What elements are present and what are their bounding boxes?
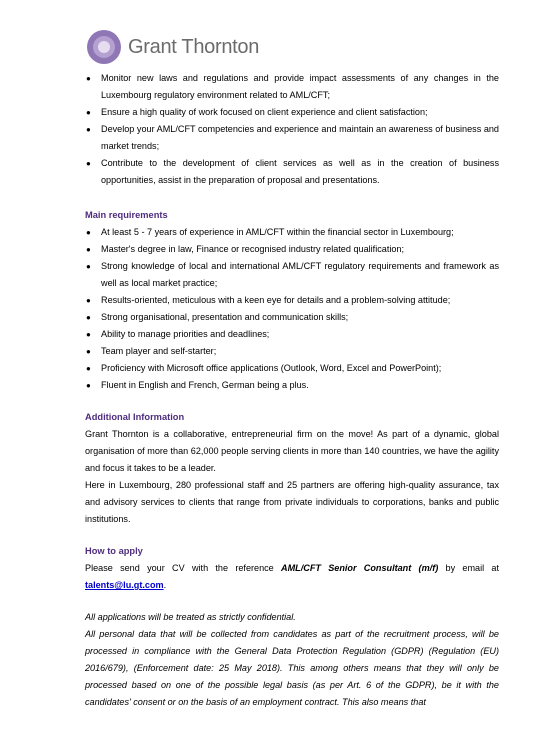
logo-wordmark: Grant Thornton [128, 35, 260, 58]
logo [86, 29, 259, 65]
bullet-icon: ● [86, 108, 91, 117]
bullet-icon: ● [86, 330, 91, 339]
gdpr-paragraph: All personal data that will be collected from candidates as part of the recruitment process, will be processed in compliance with the General Data Protection Regulation (GDPR) (Regulation (EU) 2016/679), (Enforcement date: 25 May 2018). This among others means that they will only be processed based on one of the possible legal basis (as per Art. 6 of the GDPR), be it with the candidates' consent or on the basis of an employment contract. This also means that [85, 629, 499, 707]
list-item: ● Proficiency with Microsoft office applications (Outlook, Word, Excel and PowerPoint); [85, 360, 499, 377]
bullet-icon: ● [86, 159, 91, 168]
how-to-apply-heading: How to apply [85, 546, 143, 556]
list-item: ● Fluent in English and French, German being a plus. [85, 377, 499, 394]
list-item: ● Develop your AML/CFT competencies and experience and maintain an awareness of business and market trends; [85, 121, 499, 155]
bullet-icon: ● [86, 245, 91, 254]
additional-information-heading: Additional Information [85, 412, 185, 422]
additional-information-paragraph: Here in Luxembourg, 280 professional staff and 25 partners are offering high-quality assurance, tax and advisory services to clients that range from private individuals to corporations, banks and public institutions. [85, 480, 499, 524]
list-item: ● Strong organisational, presentation and communication skills; [85, 309, 499, 326]
document-body [85, 70, 499, 711]
bullet-icon: ● [86, 125, 91, 134]
bullet-icon: ● [86, 347, 91, 356]
job-reference: AML/CFT Senior Consultant (m/f) [281, 563, 439, 573]
list-item: ● Contribute to the development of client services as well as in the creation of business opportunities, assist in the preparation of proposal and presentations. [85, 155, 499, 189]
bullet-icon: ● [86, 364, 91, 373]
email-link[interactable]: talents@lu.gt.com [85, 580, 164, 590]
bullet-icon: ● [86, 228, 91, 237]
main-requirements-heading: Main requirements [85, 210, 168, 220]
how-to-apply-text: Please send your CV with the reference AML/CFT Senior Consultant (m/f) by email at talents@lu.gt.com. [85, 563, 500, 590]
list-item: ● Results-oriented, meticulous with a keen eye for details and a problem-solving attitude; [85, 292, 499, 309]
list-item: ● At least 5 - 7 years of experience in AML/CFT within the financial sector in Luxembourg; [85, 224, 499, 241]
bullet-icon: ● [86, 74, 91, 83]
responsibilities-list [85, 70, 499, 189]
requirements-list [85, 224, 499, 394]
list-item: ● Master's degree in law, Finance or recognised industry related qualification; [85, 241, 499, 258]
bullet-icon: ● [86, 313, 91, 322]
list-item: ● Monitor new laws and regulations and provide impact assessments of any changes in the Luxembourg regulatory environment related to AML/CFT; [85, 70, 499, 104]
list-item: ● Ability to manage priorities and deadlines; [85, 326, 499, 343]
bullet-icon: ● [86, 262, 91, 271]
list-item: ● Strong knowledge of local and international AML/CFT regulatory requirements and framework as well as local market practice; [85, 258, 499, 292]
bullet-icon: ● [86, 296, 91, 305]
confidentiality-note: All applications will be treated as strictly confidential. [85, 612, 296, 622]
additional-information-paragraph: Grant Thornton is a collaborative, entrepreneurial firm on the move! As part of a dynamic, global organisation of more than 62,000 people serving clients in more than 140 countries, we have the agility and focus it takes to be a leader. [85, 429, 499, 473]
list-item: ● Ensure a high quality of work focused on client experience and client satisfaction; [85, 104, 499, 121]
bullet-icon: ● [86, 381, 91, 390]
grant-thornton-logo-mark [86, 29, 122, 65]
list-item: ● Team player and self-starter; [85, 343, 499, 360]
